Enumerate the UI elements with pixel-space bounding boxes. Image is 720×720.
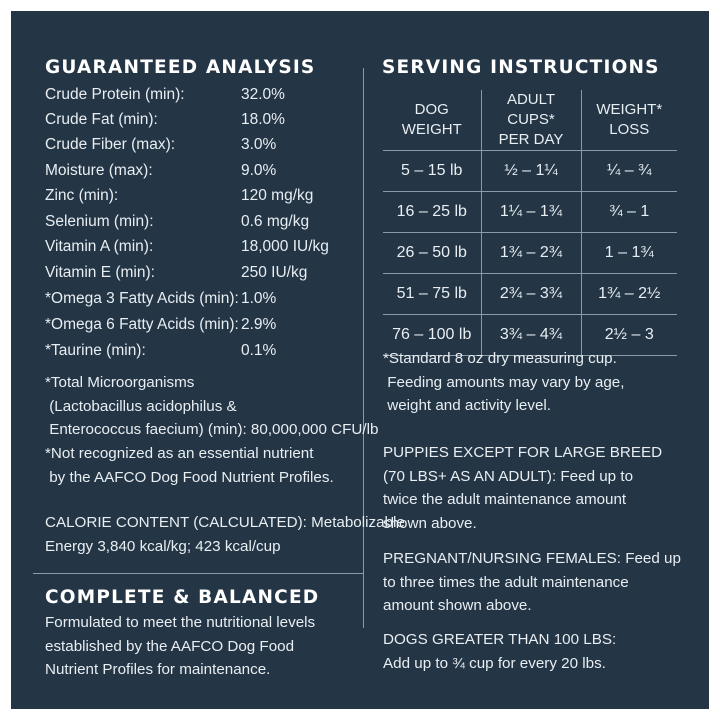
analysis-label: Vitamin A (min): [45,238,154,255]
note-line: weight and activity level. [383,397,551,414]
complete-balanced-line: Formulated to meet the nutritional levels [45,614,316,631]
pregnant-line: amount shown above. [383,597,532,614]
microorganisms-line: Enterococcus faecium) (min): 80,000,000 CFU/lb [45,421,379,438]
table-row [383,192,677,233]
weight-loss-cell: 1 – 1¾ [581,233,677,274]
analysis-value: 120 mg/kg [241,187,314,204]
analysis-row [45,187,314,211]
analysis-row [45,238,329,262]
microorganisms-note [45,371,378,442]
analysis-label: Crude Protein (min): [45,86,185,103]
measuring-cup-note [383,347,624,418]
adult-cups-cell: 3¾ – 4¾ [481,315,581,356]
serving-instructions-heading: SERVING INSTRUCTIONS [382,57,660,78]
analysis-value: 0.6 mg/kg [241,213,310,230]
dog-weight-cell: 16 – 25 lb [383,192,481,233]
column-header-adult-cups: ADULT CUPS* PER DAY [481,90,581,151]
column-header-weight-loss: WEIGHT* LOSS [581,90,677,151]
puppies-line: (70 LBS+ AS AN ADULT): Feed up to [383,467,634,485]
analysis-value: 1.0% [241,290,277,307]
dog-weight-cell: 5 – 15 lb [383,151,481,192]
analysis-row [45,264,308,288]
pregnant-nursing-instructions [383,547,681,618]
analysis-row [45,86,285,110]
analysis-label: Crude Fat (min): [45,111,158,128]
analysis-value: 3.0% [241,136,277,153]
table-row [383,274,677,315]
analysis-label: Zinc (min): [45,187,119,204]
footnote-line: by the AAFCO Dog Food Nutrient Profiles. [45,468,334,486]
weight-loss-cell: 2½ – 3 [581,315,677,356]
table-row [383,233,677,274]
large-dogs-line: Add up to ¾ cup for every 20 lbs. [383,654,606,672]
large-dogs-instructions [383,628,616,675]
weight-loss-cell: 1¾ – 2½ [581,274,677,315]
analysis-row [45,290,277,314]
dog-weight-cell: 76 – 100 lb [383,315,481,356]
analysis-label: *Taurine (min): [45,342,146,359]
guaranteed-analysis-heading: GUARANTEED ANALYSIS [45,57,316,78]
analysis-value: 9.0% [241,162,277,179]
analysis-value: 2.9% [241,316,277,333]
analysis-label: *Omega 6 Fatty Acids (min): [45,316,239,333]
analysis-row [45,136,277,160]
adult-cups-cell: ½ – 1¼ [481,151,581,192]
analysis-row [45,342,277,366]
analysis-value: 250 IU/kg [241,264,308,281]
analysis-row [45,111,285,135]
adult-cups-cell: 2¾ – 3¾ [481,274,581,315]
complete-balanced-text [45,611,315,682]
horizontal-divider [33,573,363,574]
weight-loss-cell: ¾ – 1 [581,192,677,233]
dog-weight-cell: 51 – 75 lb [383,274,481,315]
microorganisms-line: (Lactobacillus acidophilus & [45,397,237,415]
analysis-label: *Omega 3 Fatty Acids (min): [45,290,239,307]
complete-balanced-line: established by the AAFCO Dog Food [45,637,295,655]
footnote-line: *Not recognized as an essential nutrient [45,445,314,462]
large-dogs-line: DOGS GREATER THAN 100 LBS: [383,631,617,648]
serving-table [383,90,677,356]
analysis-label: Moisture (max): [45,162,153,179]
dog-weight-cell: 26 – 50 lb [383,233,481,274]
analysis-value: 32.0% [241,86,285,103]
note-line: Feeding amounts may vary by age, [383,373,625,391]
serving-table-header [383,90,677,151]
complete-balanced-line: Nutrient Profiles for maintenance. [45,661,271,678]
complete-balanced-heading: COMPLETE & BALANCED [45,587,320,608]
calorie-line: Energy 3,840 kcal/kg; 423 kcal/cup [45,537,281,555]
analysis-value: 18.0% [241,111,285,128]
puppies-instructions [383,441,662,535]
adult-cups-cell: 1¾ – 2¾ [481,233,581,274]
adult-cups-cell: 1¼ – 1¾ [481,192,581,233]
note-line: *Standard 8 oz dry measuring cup. [383,350,617,367]
puppies-line: twice the adult maintenance amount [383,491,627,508]
pregnant-line: to three times the adult maintenance [383,573,629,591]
analysis-label: Vitamin E (min): [45,264,155,281]
calorie-line: CALORIE CONTENT (CALCULATED): Metabolizable [45,514,405,531]
pregnant-line: PREGNANT/NURSING FEMALES: Feed up [383,550,681,567]
calorie-content [45,511,405,558]
table-row [383,151,677,192]
analysis-row [45,162,277,186]
analysis-value: 0.1% [241,342,277,359]
analysis-label: Crude Fiber (max): [45,136,176,153]
column-header-dog-weight: DOG WEIGHT [383,90,481,151]
analysis-row [45,316,277,340]
essential-nutrient-footnote [45,442,334,489]
puppies-line: PUPPIES EXCEPT FOR LARGE BREED [383,444,663,461]
weight-loss-cell: ¼ – ¾ [581,151,677,192]
analysis-row [45,213,310,237]
microorganisms-line: *Total Microorganisms [45,374,195,391]
puppies-line: shown above. [383,514,477,532]
nutrition-panel [11,11,709,709]
analysis-value: 18,000 IU/kg [241,238,329,255]
analysis-label: Selenium (min): [45,213,154,230]
